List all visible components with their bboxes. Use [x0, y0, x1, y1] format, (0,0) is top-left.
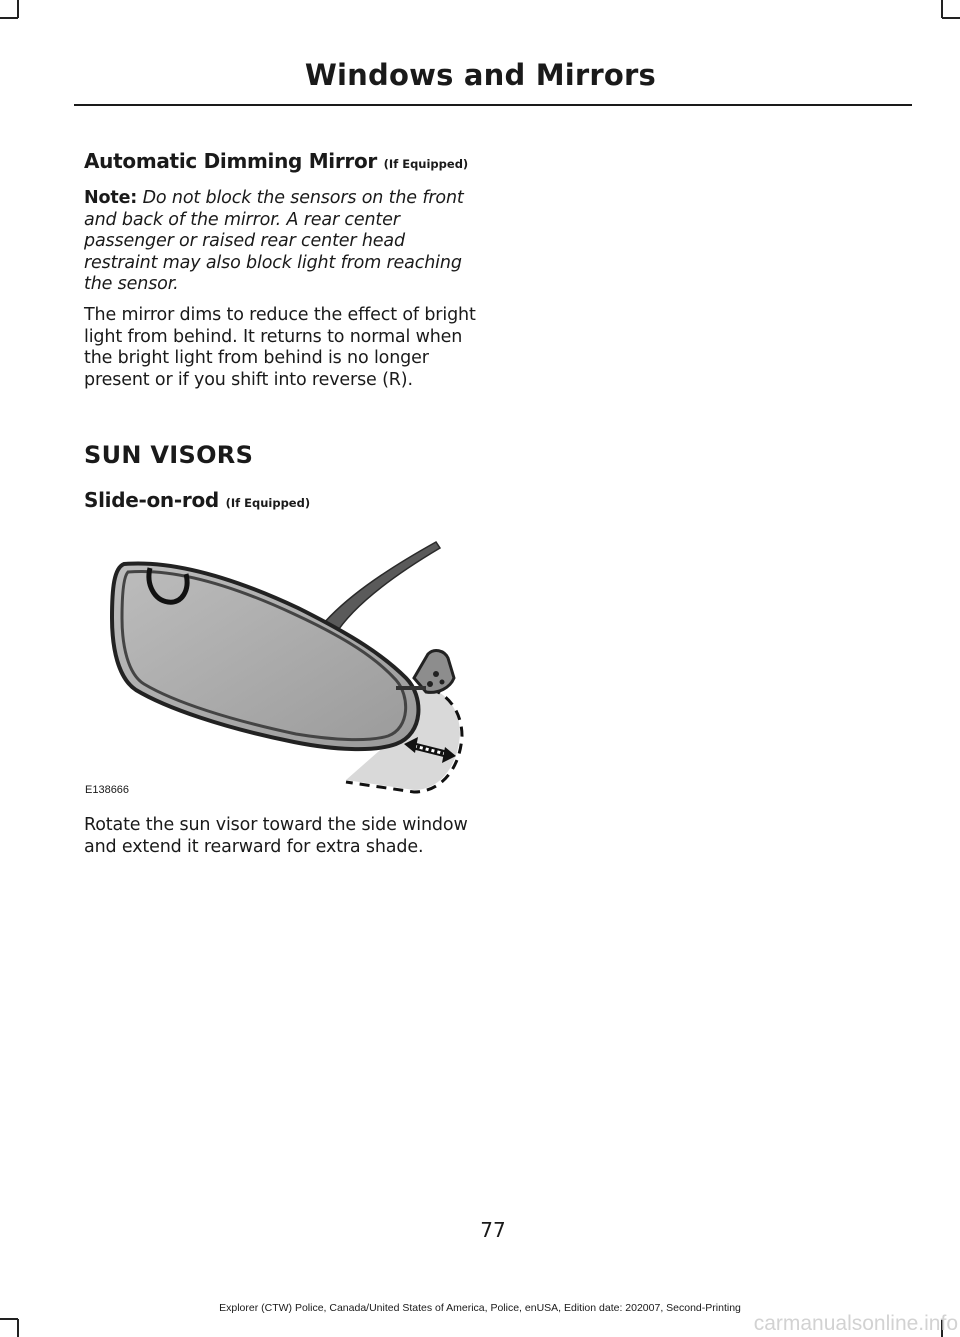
bracket-hole [427, 681, 433, 687]
footer-edition-text: Explorer (CTW) Police, Canada/United States of America, Police, enUSA, Edition date: 202007, Second-Printing [219, 1302, 741, 1314]
dimming-mirror-note [84, 188, 476, 296]
header-rule [74, 104, 912, 106]
crop-mark [17, 1319, 19, 1337]
dimming-mirror-qualifier: (If Equipped) [383, 157, 469, 171]
figure-code: E138666 [85, 784, 130, 796]
crop-mark [17, 0, 19, 18]
sun-visor-illustration [84, 538, 476, 802]
dimming-mirror-body: The mirror dims to reduce the effect of bright light from behind. It returns to normal when the bright light from behind is no longer present or if you shift into reverse (R). [84, 305, 476, 390]
sun-visor-body: Rotate the sun visor toward the side window and extend it rearward for extra shade. [84, 815, 468, 857]
dimming-mirror-heading [84, 149, 476, 173]
note-text: Do not block the sensors on the front and back of the mirror. A rear center passenger or raised rear center head restraint may also block light from reaching the sensor. [84, 188, 464, 294]
slide-on-rod-qualifier: (If Equipped) [225, 496, 311, 510]
note-label: Note: [84, 188, 138, 208]
bracket-hole [433, 671, 439, 677]
crop-mark [0, 1318, 18, 1320]
slide-on-rod-heading-text: Slide-on-rod [84, 488, 219, 512]
crop-mark [942, 17, 960, 19]
watermark: carmanualsonline.info [753, 1312, 958, 1335]
crop-mark [941, 0, 943, 18]
crop-mark [0, 17, 18, 19]
bracket-hole [440, 680, 445, 685]
sun-visors-heading: SUN VISORS [84, 441, 254, 469]
dimming-mirror-heading-text: Automatic Dimming Mirror [84, 149, 377, 173]
page-number: 77 [480, 1218, 506, 1242]
slide-on-rod-heading [84, 488, 476, 512]
page-header-title: Windows and Mirrors [304, 58, 656, 92]
